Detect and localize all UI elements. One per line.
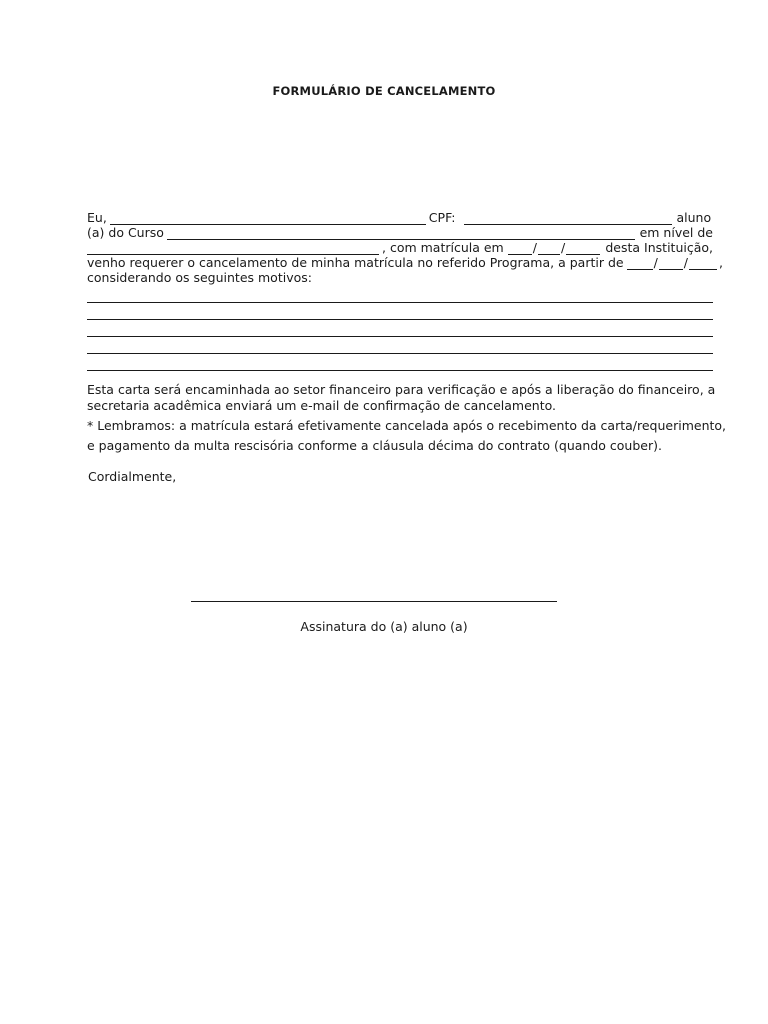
reminder-line-2: e pagamento da multa rescisória conforme a cláusula décima do contrato (quando couber). (87, 438, 662, 453)
reason-line[interactable] (87, 370, 713, 371)
date-slash: / (560, 240, 566, 255)
fill-in-section (87, 210, 723, 285)
level-field[interactable] (87, 242, 379, 255)
date-slash: / (683, 255, 689, 270)
cancellation-day-field[interactable] (627, 257, 653, 270)
fill-row-3 (87, 240, 713, 255)
enrollment-month-field[interactable] (538, 242, 560, 255)
info-paragraph (87, 382, 717, 413)
signature-label: Assinatura do (a) aluno (a) (300, 619, 468, 634)
info-line-1: Esta carta será encaminhada ao setor financeiro para verificação e após a liberação do financeiro, a (87, 382, 716, 397)
closing-text: Cordialmente, (88, 469, 177, 484)
reminder-paragraph (87, 416, 727, 456)
nivel-label: em nível de (639, 225, 713, 240)
document-title: FORMULÁRIO DE CANCELAMENTO (272, 84, 496, 98)
enrollment-year-field[interactable] (566, 242, 600, 255)
reason-line[interactable] (87, 336, 713, 337)
fill-row-1 (87, 210, 713, 225)
fill-row-5 (87, 270, 713, 285)
cancellation-year-field[interactable] (689, 257, 717, 270)
aluno-label: aluno (676, 210, 712, 225)
fill-row-2 (87, 225, 713, 240)
instituicao-label: desta Instituição, (605, 240, 713, 255)
date-slash: / (532, 240, 537, 255)
signature-line[interactable] (191, 601, 557, 602)
motivos-label: considerando os seguintes motivos: (87, 270, 312, 285)
info-line-2: secretaria acadêmica enviará um e-mail de confirmação de cancelamento. (87, 397, 557, 413)
curso-label: (a) do Curso (87, 225, 164, 240)
comma: , (719, 255, 723, 270)
cancellation-date-field[interactable] (627, 255, 717, 270)
reason-line[interactable] (87, 319, 713, 320)
matricula-label: , com matrícula em (382, 240, 504, 255)
cpf-label: CPF: (428, 210, 456, 225)
cpf-field[interactable] (464, 212, 672, 225)
cancellation-month-field[interactable] (659, 257, 683, 270)
fill-row-4 (87, 255, 723, 270)
eu-label: Eu, (87, 210, 107, 225)
reasons-section (87, 302, 713, 387)
enrollment-day-field[interactable] (508, 242, 532, 255)
date-slash: / (653, 255, 658, 270)
course-field[interactable] (167, 227, 635, 240)
requerimento-label: venho requerer o cancelamento de minha matrícula no referido Programa, a partir de (87, 255, 624, 270)
reminder-line-1: * Lembramos: a matrícula estará efetivamente cancelada após o recebimento da carta/requerimento, (87, 418, 727, 433)
enrollment-date-field[interactable] (508, 240, 600, 255)
reason-line[interactable] (87, 302, 713, 303)
reason-line[interactable] (87, 353, 713, 354)
name-field[interactable] (110, 212, 426, 225)
